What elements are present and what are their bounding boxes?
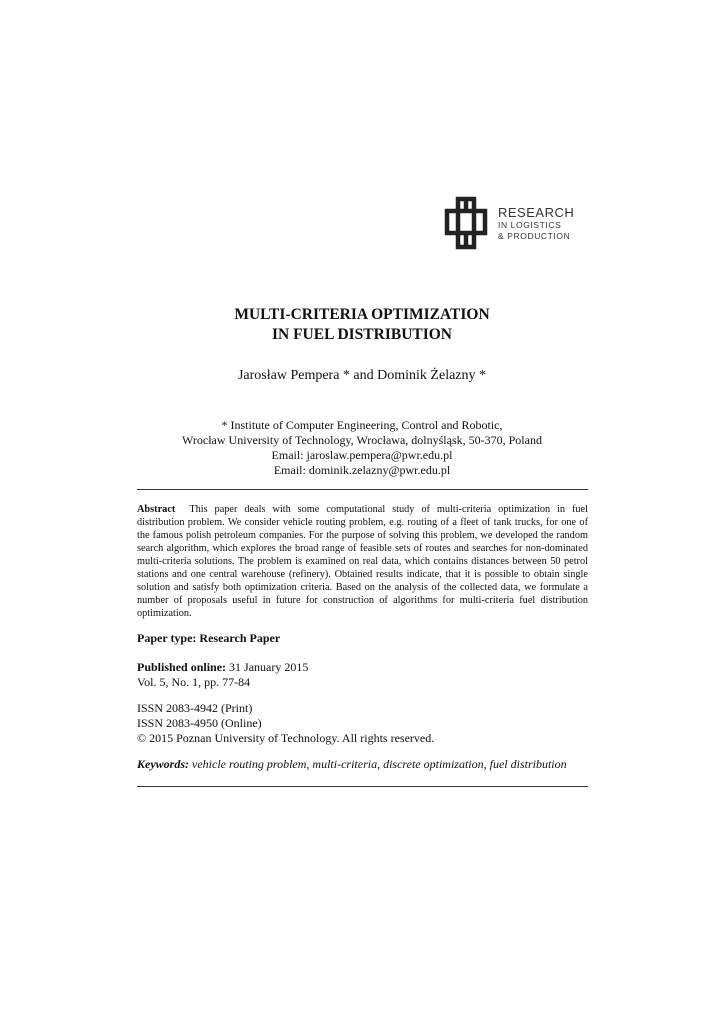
copyright: © 2015 Poznan University of Technology. All rights reserved.	[137, 731, 435, 745]
author-email-2[interactable]: Email: dominik.zelazny@pwr.edu.pl	[273, 463, 451, 477]
abstract-label: Abstract	[137, 504, 176, 515]
keywords-text: vehicle routing problem, multi-criteria, discrete optimization, fuel distribution	[192, 757, 567, 771]
logo-line-logistics: IN LOGISTICS	[498, 220, 562, 230]
title-line-1: MULTI-CRITERIA OPTIMIZATION	[234, 306, 490, 323]
authors: Jarosław Pempera * and Dominik Żelazny *	[237, 368, 487, 383]
affiliation-address: Wrocław University of Technology, Wrocława, dolnyśląsk, 50-370, Poland	[182, 433, 542, 447]
logo-line-production: & PRODUCTION	[498, 230, 571, 241]
paper-type	[137, 631, 588, 646]
publication-info	[137, 660, 588, 690]
published-label: Published online:	[137, 660, 227, 674]
volume-info: Vol. 5, No. 1, pp. 77-84	[137, 675, 251, 689]
paper-type-text: Paper type: Research Paper	[137, 631, 281, 645]
paper-title	[0, 305, 724, 345]
issn-online: ISSN 2083-4950 (Online)	[137, 716, 262, 730]
affiliation-institute: * Institute of Computer Engineering, Control and Robotic,	[221, 418, 503, 432]
author-email-1[interactable]: Email: jaroslaw.pempera@pwr.edu.pl	[271, 448, 453, 462]
logo-line-research: RESEARCH	[498, 205, 575, 220]
title-line-2: IN FUEL DISTRIBUTION	[271, 326, 453, 343]
journal-logo-icon	[444, 196, 494, 250]
issn-print: ISSN 2083-4942 (Print)	[137, 701, 253, 715]
issn-info	[137, 701, 588, 746]
keywords	[137, 757, 588, 772]
affiliation	[0, 418, 724, 478]
published-date: 31 January 2015	[229, 660, 309, 674]
bottom-divider	[137, 786, 588, 787]
keywords-label: Keywords:	[137, 757, 189, 771]
top-divider	[137, 489, 588, 490]
abstract	[137, 503, 588, 620]
abstract-text: This paper deals with some computational study of multi-criteria optimization in fuel distribution problem. We consider vehicle routing problem, e.g. routing of a fleet of tank trucks, for one of the famous polish petroleum companies. For the purpose of solving this problem, we developed the random search algorithm, which explores the broad range of feasible sets of routes and searches for non-dominated multi-criteria solutions. The problem is examined on real data, which contains distances between 50 petrol stations and one central warehouse (refinery). Obtained results indicate, that it is possible to obtain single solution and satisfy both optimization criteria. Based on the analysis of the collected data, we formulate a number of proposals useful in future for construction of algorithms for multi-criteria fuel distribution optimization.	[137, 504, 588, 619]
journal-logo	[444, 196, 594, 250]
